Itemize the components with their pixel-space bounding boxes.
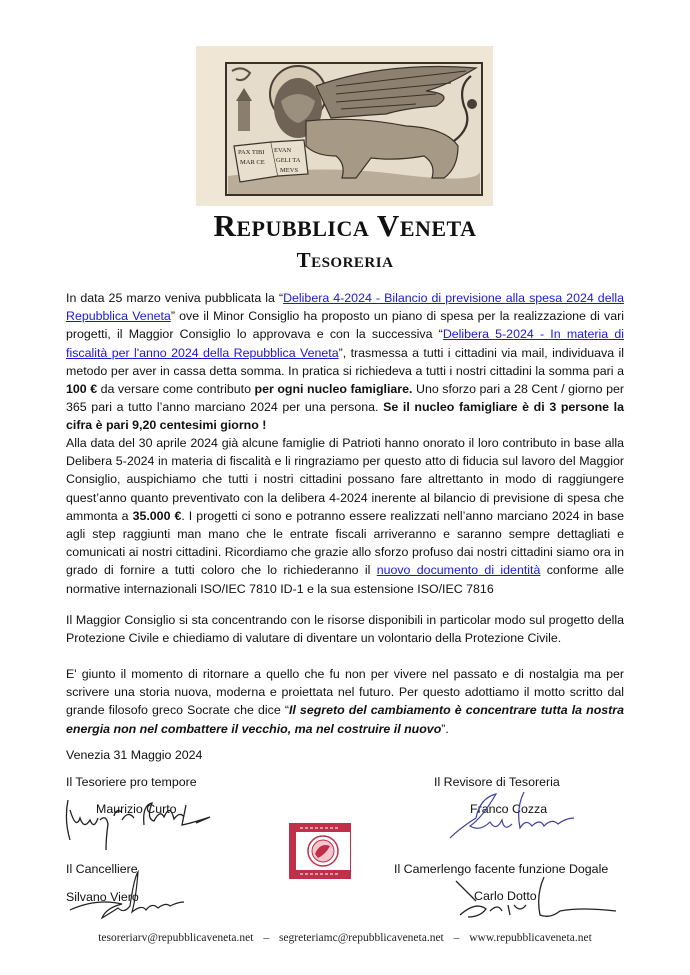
footer-website[interactable]: www.repubblicaveneta.net bbox=[469, 932, 592, 944]
chancellor-name: Silvano Viero bbox=[66, 890, 139, 904]
svg-text:GELI TA: GELI TA bbox=[276, 157, 301, 164]
winged-lion-emblem bbox=[196, 46, 493, 206]
date-line: Venezia 31 Maggio 2024 bbox=[66, 748, 203, 762]
page-title: Repubblica Veneta bbox=[213, 208, 477, 243]
winged-lion-icon bbox=[196, 46, 493, 206]
paragraph-motto: E' giunto il momento di ritornare a quello che fu non per vivere nel passato e di nostalgia ma per scrivere una storia nuova, moderna e proiettata nel futuro. Per questo adottiamo il motto scritto dal grande filosofo greco Socrate che dice “Il segreto del cambiamento è concentrare tutta la nostra energia non nel combattere il vecchio, ma nel costruire il nuovo”. bbox=[66, 667, 624, 736]
svg-text:EVAN: EVAN bbox=[274, 147, 292, 154]
link-delibera-4-2024[interactable]: Delibera 4-2024 - Bilancio di previsione alla spesa 2024 della Repubblica Veneta bbox=[66, 291, 624, 324]
treasurer-signature-icon bbox=[62, 790, 152, 850]
footer-contacts: tesoreriarv@repubblicaveneta.net – segreteriamc@repubblicaveneta.net – www.repubblicaveneta.net bbox=[98, 932, 592, 944]
republic-seal bbox=[289, 823, 351, 879]
socrates-quote: Il segreto del cambiamento è concentrare tutta la nostra energia non nel combattere il vecchio, ma nel costruire il nuovo bbox=[66, 703, 624, 736]
republic-seal-icon bbox=[290, 824, 350, 878]
auditor-signature-icon bbox=[440, 788, 580, 848]
svg-text:MEVS: MEVS bbox=[280, 167, 299, 174]
link-delibera-5-2024[interactable]: Delibera 5-2024 - In materia di fiscalità per l'anno 2024 della Repubblica Veneta bbox=[66, 327, 624, 360]
auditor-name: Franco Cozza bbox=[470, 802, 548, 816]
svg-text:PAX TIBI: PAX TIBI bbox=[238, 149, 265, 156]
footer-email-treasury[interactable]: tesoreriarv@repubblicaveneta.net bbox=[98, 932, 254, 944]
paragraph-contributions: Alla data del 30 aprile 2024 già alcune famiglie di Patrioti hanno onorato il loro contributo in base alla Delibera 5-2024 in materia di fiscalità e li ringraziamo per questo atto di fiducia sul lavoro del Maggior Consiglio, auspichiamo che tutti i nostri cittadini possano fare altrettanto in modo di raggiungere quest’anno quanto preventivato con la delibera 4-2024 inerente al bilancio di previsione di spesa che ammonta a 35.000 €. I progetti ci sono e potranno essere realizzati nell’anno marciano 2024 in base agli step raggiunti man mano che le entrate fiscali arriveranno e saranno sempre dettagliati e comunicati ai nostri cittadini. Ricordiamo che grazie allo sforzo profuso dai nostri cittadini siamo ora in grado di fornire a tutti coloro che lo richiederanno il nuovo documento di identità conforme alle normative internazionali ISO/IEC 7810 ID-1 e la sua estensione ISO/IEC 7816 bbox=[66, 436, 624, 596]
amount-100: 100 € bbox=[66, 382, 98, 397]
chancellor-signature-icon bbox=[66, 868, 196, 928]
chancellor-role: Il Cancelliere bbox=[66, 862, 138, 876]
paragraph-budget: In data 25 marzo veniva pubblicata la “Delibera 4-2024 - Bilancio di previsione alla spesa 2024 della Repubblica Veneta” ove il Minor Consiglio ha proposto un piano di spesa per la realizzazione di vari progetti, il Maggior Consiglio lo approvava e con la successiva “Delibera 5-2024 - In materia di fiscalità per l'anno 2024 della Repubblica Veneta”, trasmessa a tutti i cittadini via mail, individuava il metodo per aver in cassa detta somma. In pratica si richiedeva a tutti i nostri cittadini la somma pari a 100 € da versare come contributo per ogni nucleo famigliare. Uno sforzo pari a 28 Cent / giorno per 365 pari a tutto l’anno marciano 2024 per una persona. Se il nucleo famigliare è di 3 persone la cifra è pari 9,20 centesimi giorno ! bbox=[66, 291, 625, 433]
treasurer-role: Il Tesoriere pro tempore bbox=[66, 775, 197, 789]
camerlengo-signature-icon bbox=[450, 875, 620, 925]
paragraph-civil-protection: Il Maggior Consiglio si sta concentrando con le risorse disponibili in particolar modo sul progetto della Protezione Civile e chiediamo di valutare di diventare un volontario della Protezione Civile. bbox=[66, 613, 624, 646]
treasurer-name: Maurizio Curto bbox=[96, 802, 177, 816]
link-identity-document[interactable]: nuovo documento di identità bbox=[376, 563, 541, 578]
svg-text:MAR CE: MAR CE bbox=[240, 159, 265, 166]
page-subtitle: Tesoreria bbox=[296, 248, 394, 272]
auditor-role: Il Revisore di Tesoreria bbox=[434, 775, 560, 789]
treasurer-signature-tail-icon bbox=[140, 795, 220, 835]
camerlengo-name: Carlo Dotto bbox=[474, 889, 537, 903]
amount-35000: 35.000 € bbox=[132, 508, 182, 523]
footer-email-secretariat[interactable]: segreteriamc@repubblicaveneta.net bbox=[278, 932, 444, 944]
camerlengo-role: Il Camerlengo facente funzione Dogale bbox=[394, 862, 609, 876]
